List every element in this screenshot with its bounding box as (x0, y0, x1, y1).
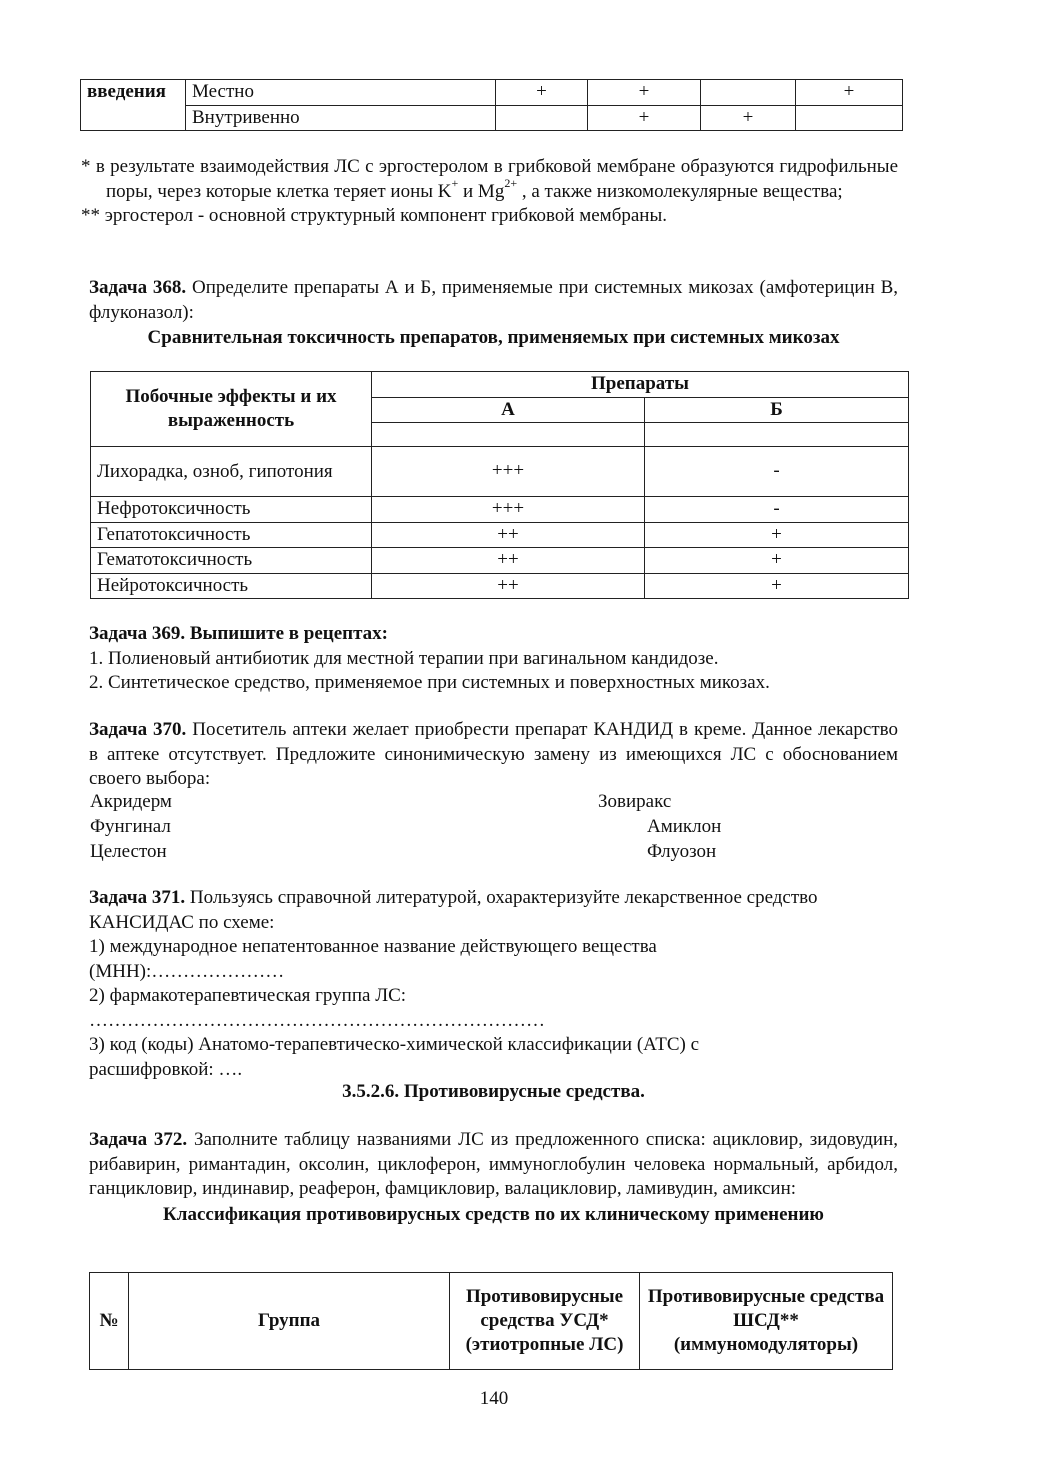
task-title: Задача 369. Выпишите в рецептах: (89, 623, 388, 644)
cell (496, 105, 588, 131)
a-cell: ++ (372, 522, 645, 548)
option: Акридерм (90, 791, 172, 812)
table-row (91, 447, 909, 497)
table-caption: Сравнительная токсичность препаратов, применяемых при системных микозах (147, 327, 840, 348)
shsd-header: Противовирусные средства ШСД** (иммуномодуляторы) (640, 1273, 893, 1370)
table-row (91, 573, 909, 599)
task-text: Посетитель аптеки желает приобрести препарат КАНДИД в креме. Данное лекарство в аптеке отсутствует. Предложите синонимическую замену из имеющихся ЛС с обоснованием своего выбора: (89, 719, 898, 789)
num-header: № (90, 1273, 129, 1370)
option: Целестон (90, 841, 167, 862)
route-header: введения (81, 80, 186, 131)
table-row (91, 497, 909, 523)
task-368 (89, 276, 898, 351)
cell (701, 80, 796, 106)
line: (МНН):………………… (89, 960, 285, 982)
task-371 (89, 886, 829, 1082)
toxicity-table (90, 371, 909, 599)
group-header: Группа (129, 1273, 450, 1370)
footnote-text: * в результате взаимодействия ЛС с эргостеролом в грибковой мембране образуются гидрофильные поры, через которые клетка теряет ионы K (81, 156, 898, 202)
task-text: Заполните таблицу названиями ЛС из предложенного списка: ацикловир, зидовудин, рибавирин, римантадин, оксолин, циклоферон, иммуноглобулин человека нормальный, арбидол, ганцикловир, индинавир, реаферон, фамцикловир, валацикловир, ламивудин, амиксин: (89, 1129, 898, 1199)
table-row (91, 548, 909, 574)
list-item: 2. Синтетическое средство, применяемое при системных и поверхностных микозах. (89, 672, 770, 693)
antiviral-table (89, 1272, 893, 1370)
footnote-text: и Mg (458, 180, 505, 202)
a-cell: ++ (372, 548, 645, 574)
option: Амиклон (647, 816, 722, 837)
drug-a-header: А (372, 397, 645, 423)
line: 1) международное непатентованное название действующего вещества (89, 936, 657, 957)
task-title: Задача 371. (89, 887, 186, 908)
cell: + (701, 105, 796, 131)
drug-b-header: Б (645, 397, 909, 423)
task-370 (89, 718, 898, 792)
effect-cell: Гепатотоксичность (91, 522, 372, 548)
task-text: Определите препараты А и Б, применяемые при системных микозах (амфотерицин В, флуконазол): (89, 277, 898, 323)
b-cell: + (645, 548, 909, 574)
effect-cell: Нефротоксичность (91, 497, 372, 523)
cell: + (496, 80, 588, 106)
a-cell: +++ (372, 447, 645, 497)
line: ……………………………………………………………… (89, 1009, 545, 1031)
task-title: Задача 368. (89, 277, 187, 298)
list-item: 1. Полиеновый антибиотик для местной терапии при вагинальном кандидозе. (89, 647, 719, 669)
empty-cell (645, 423, 909, 447)
line: расшифровкой: …. (89, 1058, 243, 1080)
cell (796, 105, 903, 131)
task-372 (89, 1128, 898, 1227)
a-cell: +++ (372, 497, 645, 523)
task-text: Пользуясь справочной литературой, охарактеризуйте лекарственное средство КАНСИДАС по схеме: (89, 887, 818, 933)
superscript: + (451, 176, 459, 191)
line: 2) фармакотерапевтическая группа ЛС: (89, 985, 407, 1006)
route-iv: Внутривенно (186, 105, 496, 131)
line: 3) код (коды) Анатомо-терапевтическо-химической классификации (АТС) с (89, 1034, 700, 1055)
page-number: 140 (479, 1388, 509, 1409)
superscript: 2+ (504, 176, 518, 191)
cell: + (796, 80, 903, 106)
task-title: Задача 370. (89, 719, 187, 740)
table-caption: Классификация противовирусных средств по их клиническому применению (163, 1203, 824, 1225)
b-cell: + (645, 573, 909, 599)
footnote-text: , а также низкомолекулярные вещества; (517, 180, 843, 202)
route-local: Местно (186, 80, 496, 106)
effect-cell: Гематотоксичность (91, 548, 372, 574)
top-table (80, 79, 903, 131)
b-cell: - (645, 447, 909, 497)
empty-cell (372, 423, 645, 447)
table-row (91, 522, 909, 548)
option: Фунгинал (90, 816, 171, 837)
footnotes (81, 155, 898, 229)
cell: + (588, 105, 701, 131)
cell: + (588, 80, 701, 106)
footnote-1 (81, 155, 898, 204)
a-cell: ++ (372, 573, 645, 599)
footnote-2: ** эргостерол - основной структурный компонент грибковой мембраны. (81, 205, 667, 226)
effect-cell: Нейротоксичность (91, 573, 372, 599)
task-title: Задача 372. (89, 1129, 188, 1150)
section-heading: 3.5.2.6. Противовирусные средства. (342, 1081, 645, 1102)
drugs-header: Препараты (372, 372, 909, 398)
effects-header: Побочные эффекты и их выраженность (91, 372, 372, 447)
option: Зовиракс (598, 791, 672, 812)
task-369 (89, 622, 898, 696)
effect-cell: Лихорадка, озноб, гипотония (91, 447, 372, 497)
b-cell: - (645, 497, 909, 523)
usd-header: Противовирусные средства УСД* (этиотропные ЛС) (450, 1273, 640, 1370)
b-cell: + (645, 522, 909, 548)
option: Флуозон (647, 841, 717, 862)
